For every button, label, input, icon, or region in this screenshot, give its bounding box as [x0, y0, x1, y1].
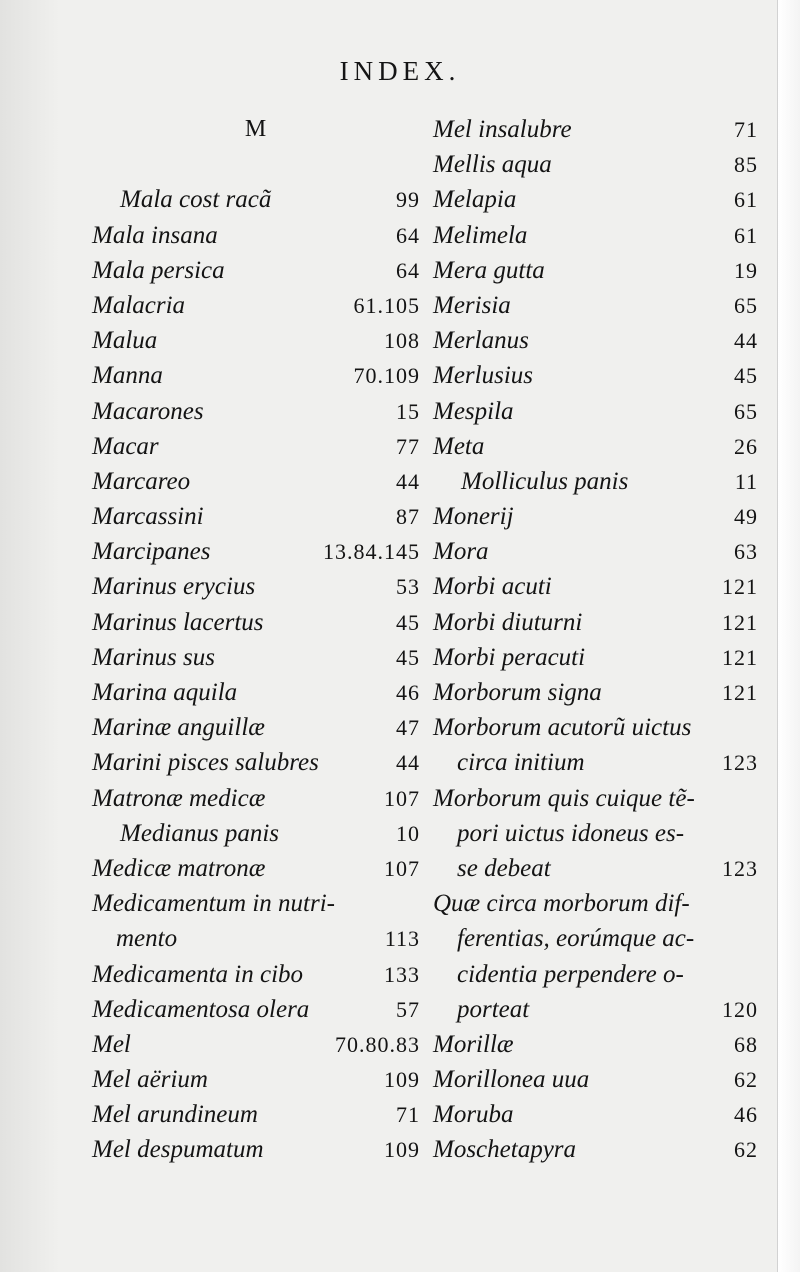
- entry-page-number: 46: [396, 680, 420, 705]
- index-entry: [92, 253, 420, 288]
- index-entry: [433, 323, 758, 358]
- entry-term: Mel: [92, 1030, 131, 1058]
- entry-term: Medicæ matronæ: [92, 854, 266, 882]
- entry-page-number: 44: [734, 328, 758, 354]
- index-entry: [92, 886, 420, 921]
- entry-page-number: 109: [384, 1137, 420, 1163]
- index-entry: [92, 1097, 420, 1132]
- entry-page-number: 113: [384, 926, 420, 952]
- index-entry: [433, 569, 758, 604]
- index-entry: [92, 605, 420, 640]
- page-edge: [777, 0, 800, 1272]
- entry-term: Mel despumatum: [92, 1136, 264, 1164]
- entry-page-number: 44: [396, 750, 420, 776]
- entry-term: Marcipanes: [92, 538, 211, 566]
- entry-term: Mera gutta: [433, 256, 545, 284]
- index-entry: [433, 781, 758, 816]
- entry-term: Mel arundineum: [92, 1101, 258, 1129]
- entry-page-number: 65: [734, 398, 758, 424]
- entry-term: Merlusius: [433, 362, 533, 390]
- index-entry: [433, 710, 758, 745]
- entry-page-number: 45: [396, 609, 420, 635]
- entry-term: mento: [116, 925, 178, 953]
- index-column-right: [433, 112, 758, 1168]
- entry-page-number: 70.80.83: [335, 1031, 420, 1057]
- entry-page-number: 64: [396, 222, 420, 248]
- index-entry: [433, 745, 758, 780]
- index-entry: [433, 675, 758, 710]
- index-entry: [92, 218, 420, 253]
- index-entry: [92, 710, 420, 745]
- entry-page-number: 70.109: [353, 363, 420, 389]
- index-entry: [92, 1132, 420, 1167]
- entry-term: Mespila: [433, 397, 514, 425]
- entry-term: Moschetapyra: [433, 1136, 577, 1164]
- entry-page-number: 107: [384, 785, 420, 811]
- index-entry: [92, 429, 420, 464]
- index-entry: [433, 253, 758, 288]
- entry-page-number: 87: [396, 504, 420, 530]
- entry-page-number: 61: [734, 187, 758, 213]
- entry-page-number: 45: [734, 363, 758, 389]
- index-entry: [92, 288, 420, 323]
- entry-page-number: 99: [396, 187, 420, 213]
- entry-term: Manna: [92, 362, 163, 390]
- entry-page-number: 120: [722, 996, 758, 1022]
- entry-page-number: 107: [384, 855, 420, 881]
- entry-term: Marinus sus: [92, 643, 215, 671]
- index-entry: [433, 957, 758, 992]
- index-entry: [433, 1062, 758, 1097]
- entry-term: Morbi acuti: [433, 573, 552, 601]
- entry-page-number: 44: [396, 468, 420, 494]
- entry-term: M: [244, 116, 268, 142]
- entry-page-number: 108: [384, 328, 420, 354]
- entry-page-number: 47: [396, 715, 420, 741]
- entry-page-number: 77: [396, 433, 420, 459]
- page-shadow: [0, 0, 60, 1272]
- entry-term: circa initium: [457, 749, 585, 777]
- index-entry: [92, 182, 420, 217]
- index-entry: [92, 921, 420, 956]
- entry-page-number: 71: [734, 117, 758, 142]
- entry-term: Medicamentosa olera: [92, 995, 310, 1023]
- entry-term: Molliculus panis: [461, 467, 629, 495]
- index-column-left: [92, 112, 420, 1168]
- index-entry: [433, 816, 758, 851]
- index-entry: [433, 394, 758, 429]
- entry-term: Mellis aqua: [433, 151, 552, 179]
- entry-term: se debeat: [457, 854, 551, 882]
- index-entry: [92, 851, 420, 886]
- entry-page-number: 68: [734, 1031, 758, 1057]
- index-entry: [92, 675, 420, 710]
- entry-page-number: 53: [396, 574, 420, 600]
- entry-term: Malua: [92, 327, 158, 355]
- entry-term: Meta: [433, 432, 485, 460]
- index-entry: [433, 358, 758, 393]
- entry-page-number: 15: [396, 398, 420, 424]
- index-entry: [92, 816, 420, 851]
- entry-term: Mel aërium: [92, 1066, 208, 1094]
- index-entry: [433, 1027, 758, 1062]
- entry-page-number: 19: [734, 257, 758, 283]
- entry-page-number: 109: [384, 1067, 420, 1093]
- entry-page-number: 121: [722, 644, 758, 670]
- index-entry: [433, 218, 758, 253]
- entry-term: Morborum quis cuique tẽ-: [433, 784, 695, 812]
- index-entry: [92, 569, 420, 604]
- entry-page-number: 71: [396, 1102, 420, 1128]
- index-entry: [433, 429, 758, 464]
- entry-term: Morillonea uua: [433, 1066, 590, 1094]
- entry-term: Mala persica: [92, 256, 225, 284]
- entry-term: Quæ circa morborum dif-: [433, 890, 690, 918]
- entry-term: Mora: [433, 538, 489, 566]
- entry-term: Marinæ anguillæ: [92, 714, 265, 742]
- entry-page-number: 62: [734, 1137, 758, 1163]
- entry-term: Mala cost racã: [120, 186, 272, 214]
- entry-term: Monerij: [433, 503, 514, 531]
- index-entry: [433, 1132, 758, 1167]
- entry-term: Medianus panis: [120, 819, 280, 847]
- entry-page-number: 26: [734, 433, 758, 459]
- index-entry: [433, 464, 758, 499]
- entry-term: Merisia: [433, 291, 511, 319]
- entry-term: Melimela: [433, 221, 528, 249]
- index-entry: [433, 288, 758, 323]
- index-entry: [433, 534, 758, 569]
- entry-page-number: 10: [396, 820, 420, 846]
- index-entry: [433, 992, 758, 1027]
- index-entry: [433, 1097, 758, 1132]
- entry-term: Macar: [92, 432, 159, 460]
- index-entry: [433, 499, 758, 534]
- index-entry: [433, 921, 758, 956]
- index-entry: [92, 1062, 420, 1097]
- entry-page-number: 63: [734, 539, 758, 565]
- entry-page-number: 57: [396, 996, 420, 1022]
- entry-term: cidentia perpendere o-: [457, 960, 684, 988]
- index-entry: [92, 640, 420, 675]
- entry-page-number: 62: [734, 1067, 758, 1093]
- entry-term: Melapia: [433, 186, 517, 214]
- entry-page-number: 64: [396, 257, 420, 283]
- index-entry: [92, 394, 420, 429]
- entry-page-number: 121: [722, 680, 758, 705]
- entry-page-number: 46: [734, 1102, 758, 1128]
- entry-term: Macarones: [92, 397, 204, 425]
- entry-term: Marcassini: [92, 503, 204, 531]
- index-entry: [433, 605, 758, 640]
- index-entry: [92, 1027, 420, 1062]
- entry-page-number: 133: [384, 961, 420, 987]
- entry-page-number: 61: [734, 222, 758, 248]
- entry-page-number: 65: [734, 292, 758, 318]
- index-entry: [92, 745, 420, 780]
- entry-term: Marcareo: [92, 467, 191, 495]
- index-entry: [92, 781, 420, 816]
- index-entry: [92, 534, 420, 569]
- entry-term: Morbi peracuti: [433, 643, 586, 671]
- index-entry: [433, 886, 758, 921]
- entry-term: Mala insana: [92, 221, 218, 249]
- running-head: INDEX.: [339, 56, 461, 86]
- entry-page-number: 13.84.145: [323, 539, 420, 565]
- index-entry: [92, 464, 420, 499]
- entry-term: Marinus lacertus: [92, 608, 264, 636]
- entry-page-number: 123: [722, 855, 758, 881]
- entry-term: Merlanus: [433, 327, 529, 355]
- entry-page-number: 45: [396, 644, 420, 670]
- entry-page-number: 11: [734, 468, 758, 494]
- entry-page-number: 121: [722, 609, 758, 635]
- entry-term: Morillæ: [433, 1030, 514, 1058]
- entry-term: ferentias, eorúmque ac-: [457, 925, 695, 953]
- entry-term: pori uictus idoneus es-: [457, 819, 685, 847]
- index-entry: [92, 499, 420, 534]
- index-entry: [92, 358, 420, 393]
- index-entry: [433, 112, 758, 147]
- index-entry: [433, 147, 758, 182]
- entry-term: Matronæ medicæ: [92, 784, 266, 812]
- entry-term: Medicamentum in nutri-: [92, 890, 336, 918]
- entry-page-number: 123: [722, 750, 758, 776]
- entry-page-number: 85: [734, 152, 758, 178]
- index-entry: [92, 957, 420, 992]
- entry-term: Marina aquila: [92, 679, 238, 706]
- index-entry: [433, 640, 758, 675]
- entry-term: Morborum signa: [433, 679, 602, 706]
- index-entry: [433, 182, 758, 217]
- section-letter: [92, 112, 420, 147]
- entry-term: Mel insalubre: [433, 116, 572, 143]
- entry-term: Morborum acutorũ uictus: [433, 714, 692, 742]
- entry-term: Marini pisces salubres: [92, 749, 319, 777]
- index-entry: [433, 851, 758, 886]
- index-entry: [92, 323, 420, 358]
- index-entry: [92, 992, 420, 1027]
- entry-term: Marinus erycius: [92, 573, 256, 601]
- index-entry: [92, 147, 420, 182]
- entry-term: Medicamenta in cibo: [92, 960, 304, 988]
- entry-term: Morbi diuturni: [433, 608, 583, 636]
- entry-term: porteat: [457, 995, 530, 1023]
- entry-term: Malacria: [92, 291, 186, 319]
- entry-page-number: 121: [722, 574, 758, 600]
- entry-term: Moruba: [433, 1101, 514, 1129]
- entry-page-number: 61.105: [353, 292, 420, 318]
- entry-page-number: 49: [734, 504, 758, 530]
